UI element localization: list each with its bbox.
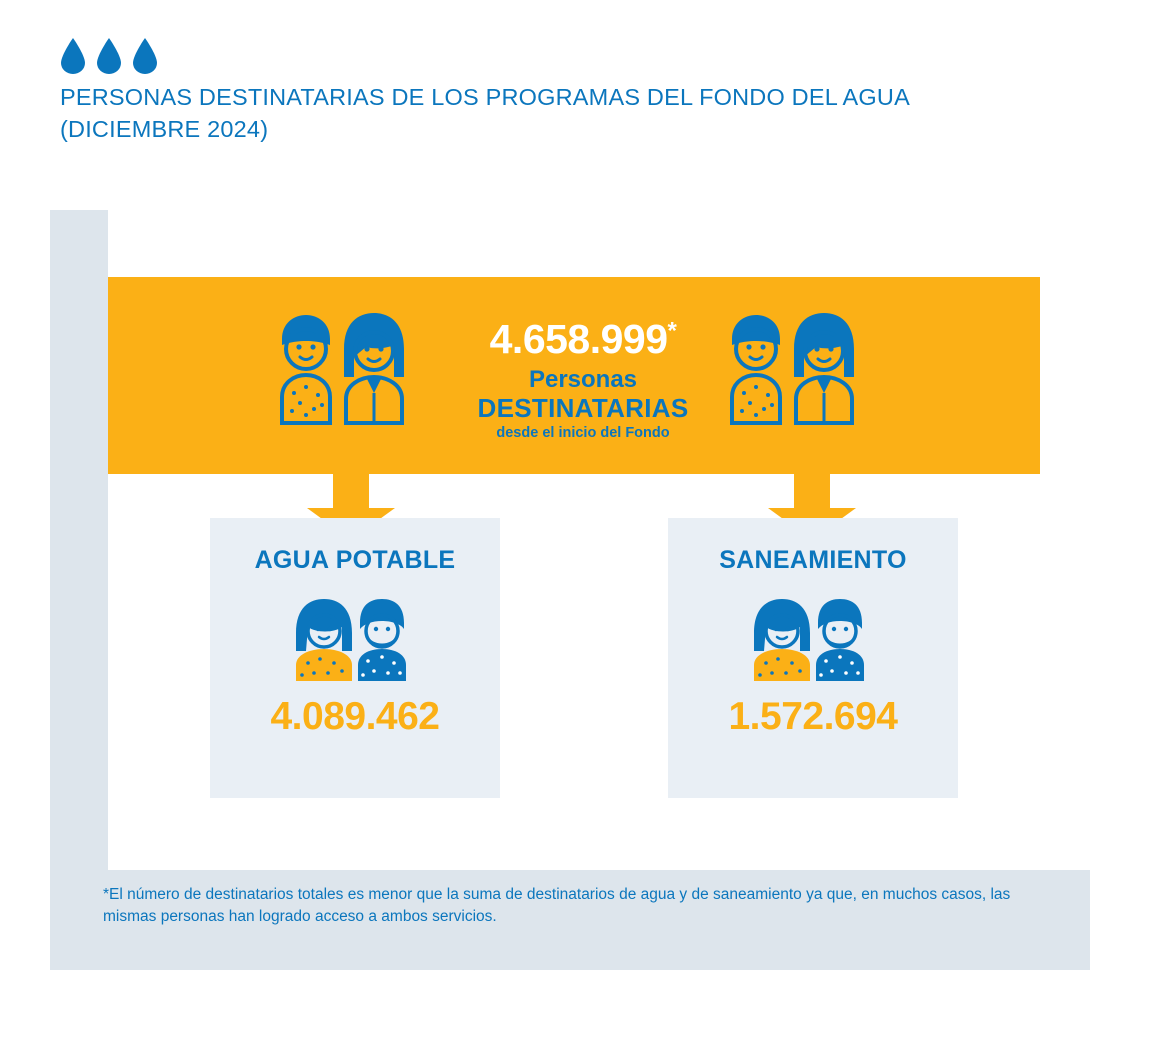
stat-card-saneamiento (668, 518, 958, 798)
water-drop-icon (96, 38, 122, 74)
total-number-asterisk: * (667, 317, 677, 345)
page-title (60, 82, 1090, 145)
page-title-line1: PERSONAS DESTINATARIAS DE LOS PROGRAMAS DEL FONDO DEL AGUA (60, 84, 910, 110)
stat-card-value: 1.572.694 (728, 695, 898, 738)
water-drop-icon (132, 38, 158, 74)
footnote: *El número de destinatarios totales es menor que la suma de destinatarios de agua y de saneamiento ya que, en muchos casos, las mismas personas han logrado acceso a ambos servicios. (103, 886, 1011, 926)
total-number (458, 316, 708, 362)
total-label-destinatarias: DESTINATARIAS (477, 392, 689, 423)
total-label-personas: Personas (528, 366, 638, 393)
total-banner (108, 277, 1040, 474)
total-stat (458, 316, 708, 442)
two-people-icon (668, 593, 958, 681)
couple-icon (268, 305, 428, 427)
stat-card-title: AGUA POTABLE (254, 546, 456, 574)
two-people-icon (210, 593, 500, 681)
total-number-value: 4.658.999 (489, 316, 668, 362)
stat-card-title: SANEAMIENTO (719, 546, 907, 574)
page-title-line2: (DICIEMBRE 2024) (60, 115, 269, 142)
water-drops-group (60, 30, 1090, 74)
couple-icon (718, 305, 878, 427)
stat-card-value: 4.089.462 (270, 695, 440, 738)
total-label-desde: desde el inicio del Fondo (496, 425, 670, 442)
header (60, 30, 1090, 145)
water-drop-icon (60, 38, 86, 74)
stat-card-agua-potable (210, 518, 500, 798)
